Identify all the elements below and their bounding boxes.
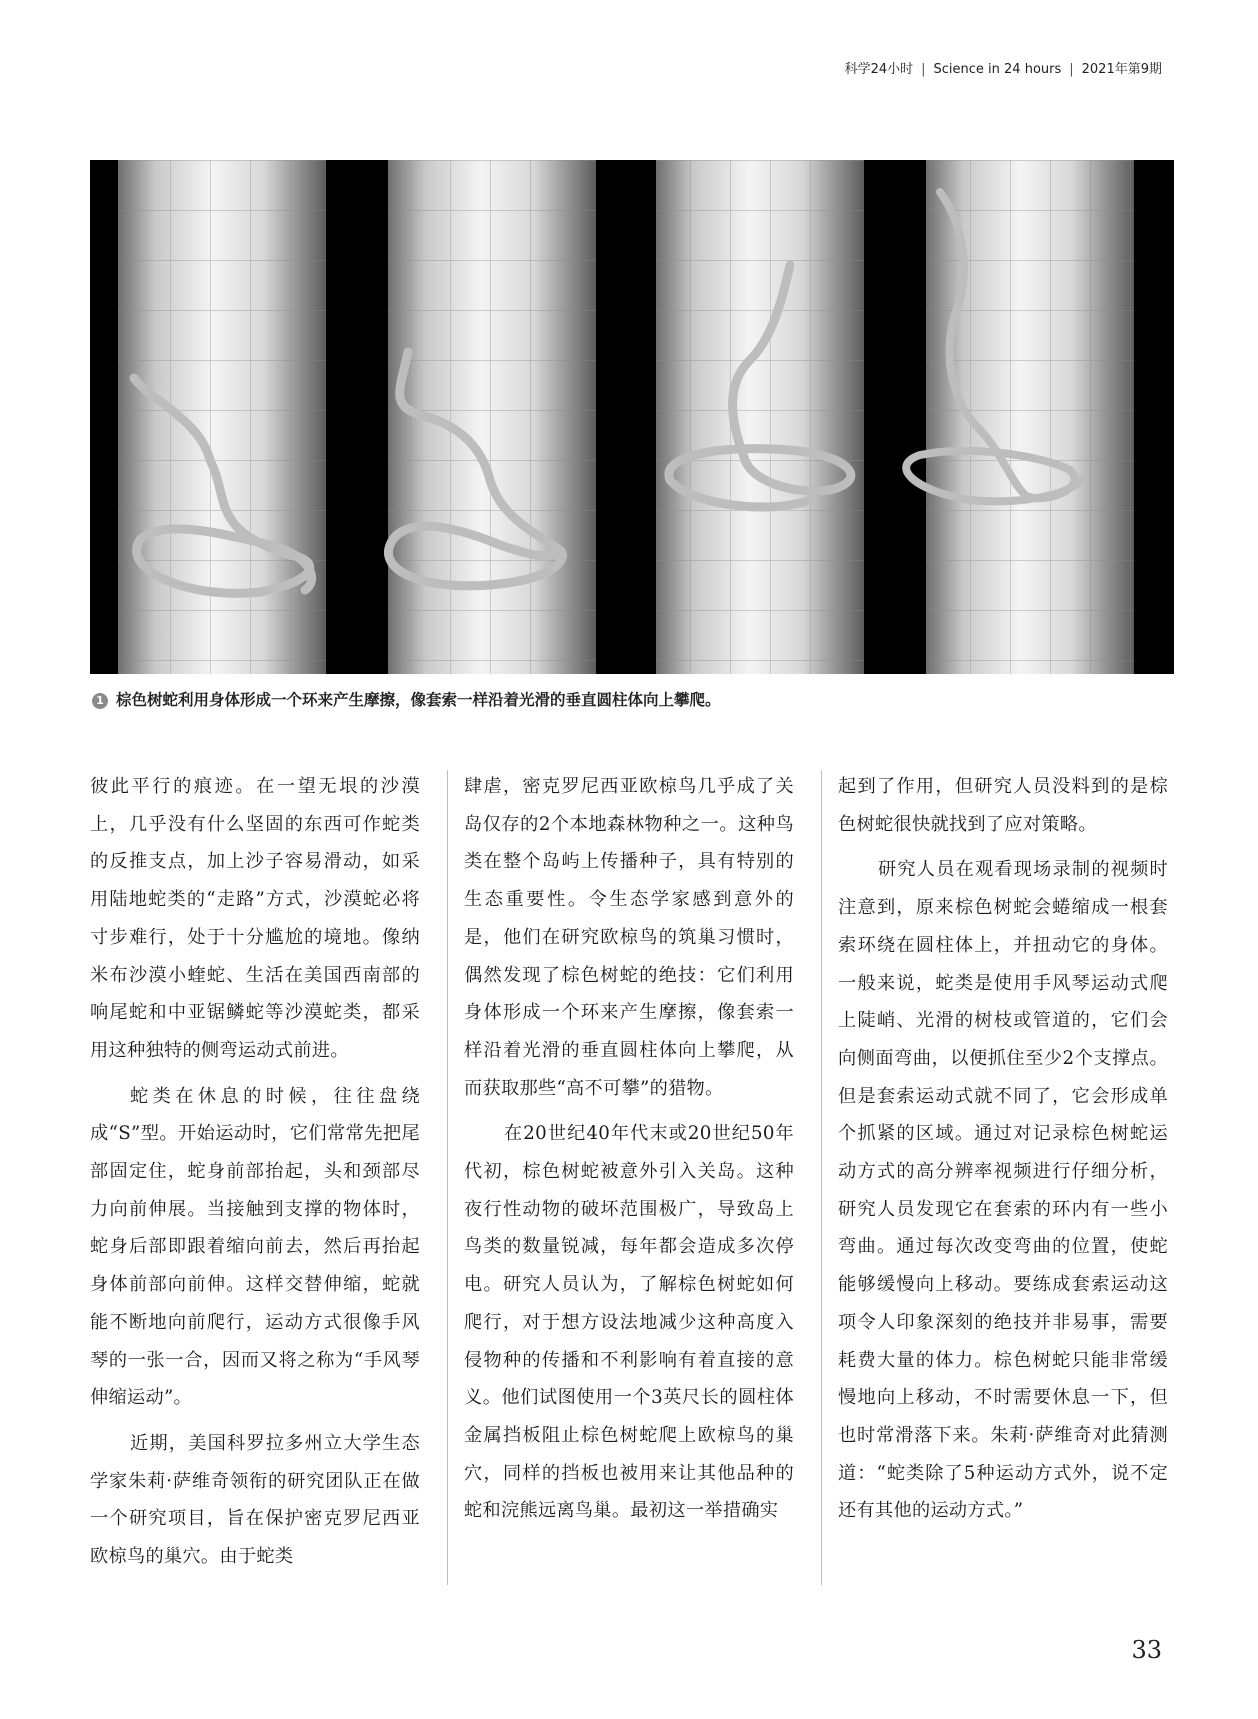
- header-issue: 2021年第9期: [1081, 62, 1162, 77]
- figure-number-badge: 1: [92, 693, 108, 709]
- column-divider: [447, 770, 448, 1585]
- paragraph: 肆虐，密克罗尼西亚欧椋鸟几乎成了关岛仅存的2个本地森林物种之一。这种鸟类在整个岛屿上传播种子，具有特别的生态重要性。令生态学家感到意外的是，他们在研究欧椋鸟的筑巢习惯时，偶然发现了棕色树蛇的绝技：它们利用身体形成一个环来产生摩擦，像套索一样沿着光滑的垂直圆柱体向上攀爬，从而获取那些“高不可攀”的猎物。: [464, 776, 794, 1099]
- paragraph: 彼此平行的痕迹。在一望无垠的沙漠上，几乎没有什么坚固的东西可作蛇类的反推支点，加上沙子容易滑动，如采用陆地蛇类的“走路”方式，沙漠蛇必将寸步难行，处于十分尴尬的境地。像纳米布沙漠小蝰蛇、生活在美国西南部的响尾蛇和中亚锯鳞蛇等沙漠蛇类，都采用这种独特的侧弯运动式前进。: [90, 776, 420, 1061]
- page-number: 33: [1131, 1636, 1162, 1664]
- paragraph: 起到了作用，但研究人员没料到的是棕色树蛇很快就找到了应对策略。: [838, 776, 1168, 835]
- cylinder-3: [656, 160, 864, 674]
- column-divider: [821, 770, 822, 1585]
- header-english: Science in 24 hours: [933, 62, 1062, 77]
- paragraph: 蛇类在休息的时候，往往盘绕成“S”型。开始运动时，它们常常先把尾部固定住，蛇身前部抬起，头和颈部尽力向前伸展。当接触到支撑的物体时，蛇身后部即跟着缩向前去，然后再抬起身体前部向前伸。这样交替伸缩，蛇就能不断地向前爬行，运动方式很像手风琴的一张一合，因而又将之称为“手风琴伸缩运动”。: [90, 1085, 420, 1409]
- text-column-2: [464, 768, 794, 1608]
- text-column-3: [838, 768, 1168, 1608]
- header-separator: |: [1069, 62, 1074, 77]
- paragraph: 研究人员在观看现场录制的视频时注意到，原来棕色树蛇会蜷缩成一根套索环绕在圆柱体上，并扭动它的身体。一般来说，蛇类是使用手风琴运动式爬上陡峭、光滑的树枝或管道的，它们会向侧面弯曲，以便抓住至少2个支撑点。但是套索运动式就不同了，它会形成单个抓紧的区域。通过对记录棕色树蛇运动方式的高分辨率视频进行仔细分析，研究人员发现它在套索的环内有一些小弯曲。通过每次改变弯曲的位置，使蛇能够缓慢向上移动。要练成套索运动这项令人印象深刻的绝技并非易事，需要耗费大量的体力。棕色树蛇只能非常缓慢地向上移动，不时需要休息一下，但也时常滑落下来。朱莉·萨维奇对此猜测道：“蛇类除了5种运动方式外，说不定还有其他的运动方式。”: [838, 859, 1168, 1522]
- figure-caption-text: 棕色树蛇利用身体形成一个环来产生摩擦，像套索一样沿着光滑的垂直圆柱体向上攀爬。: [116, 691, 721, 709]
- snake-climbing-photo: [90, 160, 1174, 674]
- header-section: 科学24小时: [844, 62, 914, 77]
- text-column-1: [90, 768, 420, 1608]
- figure-caption: [92, 688, 721, 710]
- paragraph: 近期，美国科罗拉多州立大学生态学家朱莉·萨维奇领衔的研究团队正在做一个研究项目，旨在保护密克罗尼西亚欧椋鸟的巢穴。由于蛇类: [90, 1432, 420, 1568]
- running-header: [845, 58, 1162, 77]
- header-separator: |: [921, 62, 926, 77]
- paragraph: 在20世纪40年代末或20世纪50年代初，棕色树蛇被意外引入关岛。这种夜行性动物的破坏范围极广，导致岛上鸟类的数量锐减，每年都会造成多次停电。研究人员认为，了解棕色树蛇如何爬行，对于想方设法地减少这种高度入侵物种的传播和不利影响有着直接的意义。他们试图使用一个3英尺长的圆柱体金属挡板阻止棕色树蛇爬上欧椋鸟的巢穴，同样的挡板也被用来让其他品种的蛇和浣熊远离鸟巢。最初这一举措确实: [464, 1123, 794, 1522]
